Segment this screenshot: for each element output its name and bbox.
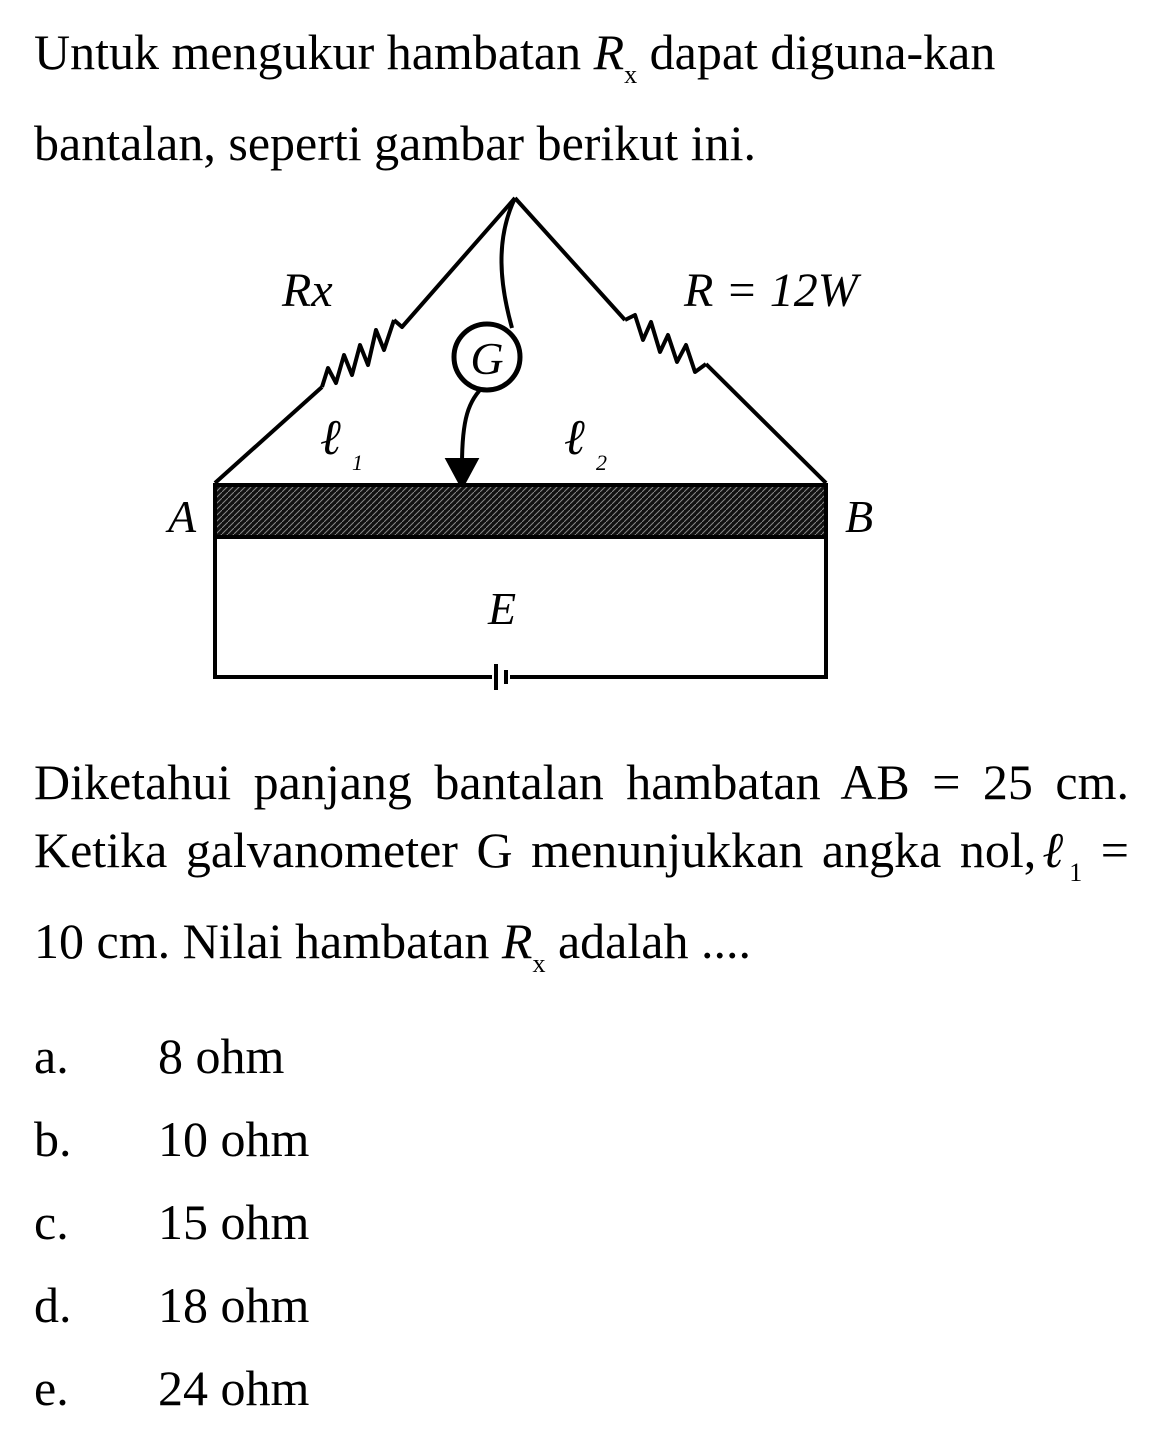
point-b-label: B xyxy=(845,491,874,542)
option-text: 10 ohm xyxy=(158,1111,310,1167)
wheatstone-bridge-diagram xyxy=(0,180,1156,710)
question-text-1: Diketahui panjang bantalan hambatan AB = 25 cm. Ketika galvanometer G menunjukkan angka nol, xyxy=(34,754,1129,878)
rx-subscript-inline: x xyxy=(532,949,546,978)
r-label: R = 12W xyxy=(684,264,858,317)
option-letter: c. xyxy=(34,1194,69,1250)
option-letter: b. xyxy=(34,1111,72,1167)
battery-circuit xyxy=(215,537,826,677)
l1-subscript: 1 xyxy=(352,450,363,475)
option-a[interactable] xyxy=(34,1026,284,1086)
option-text: 18 ohm xyxy=(158,1277,310,1333)
l2-symbol: ℓ xyxy=(564,409,585,465)
option-letter: d. xyxy=(34,1277,72,1333)
question-stem xyxy=(34,748,1129,998)
option-letter: a. xyxy=(34,1028,69,1084)
option-letter: e. xyxy=(34,1360,69,1416)
option-d[interactable] xyxy=(34,1275,309,1335)
option-b[interactable] xyxy=(34,1109,309,1169)
l1-symbol-inline: ℓ xyxy=(1036,822,1070,878)
point-a-label: A xyxy=(168,491,197,542)
option-c[interactable] xyxy=(34,1192,309,1252)
intro-paragraph xyxy=(34,18,1129,177)
option-text: 24 ohm xyxy=(158,1360,310,1416)
resistance-wire-ab xyxy=(215,485,826,537)
question-text-2: = 10 cm. Nilai hambatan xyxy=(34,822,1129,969)
galvanometer xyxy=(454,324,520,390)
rx-label: Rx xyxy=(282,264,333,317)
option-e[interactable] xyxy=(34,1358,309,1418)
r-branch xyxy=(515,198,826,483)
question-text-3: adalah .... xyxy=(545,913,751,969)
option-text: 8 ohm xyxy=(158,1028,285,1084)
option-text: 15 ohm xyxy=(158,1194,310,1250)
intro-text-2: dapat diguna-kan bantalan, seperti gambar berikut ini. xyxy=(34,24,996,171)
rx-subscript: x xyxy=(624,60,638,89)
galvanometer-label: G xyxy=(470,333,504,384)
rx-symbol: R xyxy=(593,24,625,80)
l1-symbol: ℓ xyxy=(320,409,341,465)
l2-subscript: 2 xyxy=(596,450,607,475)
intro-text-1: Untuk mengukur hambatan xyxy=(34,24,594,80)
battery-icon xyxy=(496,664,506,690)
emf-label: E xyxy=(488,583,517,634)
l1-subscript-inline: 1 xyxy=(1069,858,1083,887)
rx-symbol-inline: R xyxy=(501,913,533,969)
